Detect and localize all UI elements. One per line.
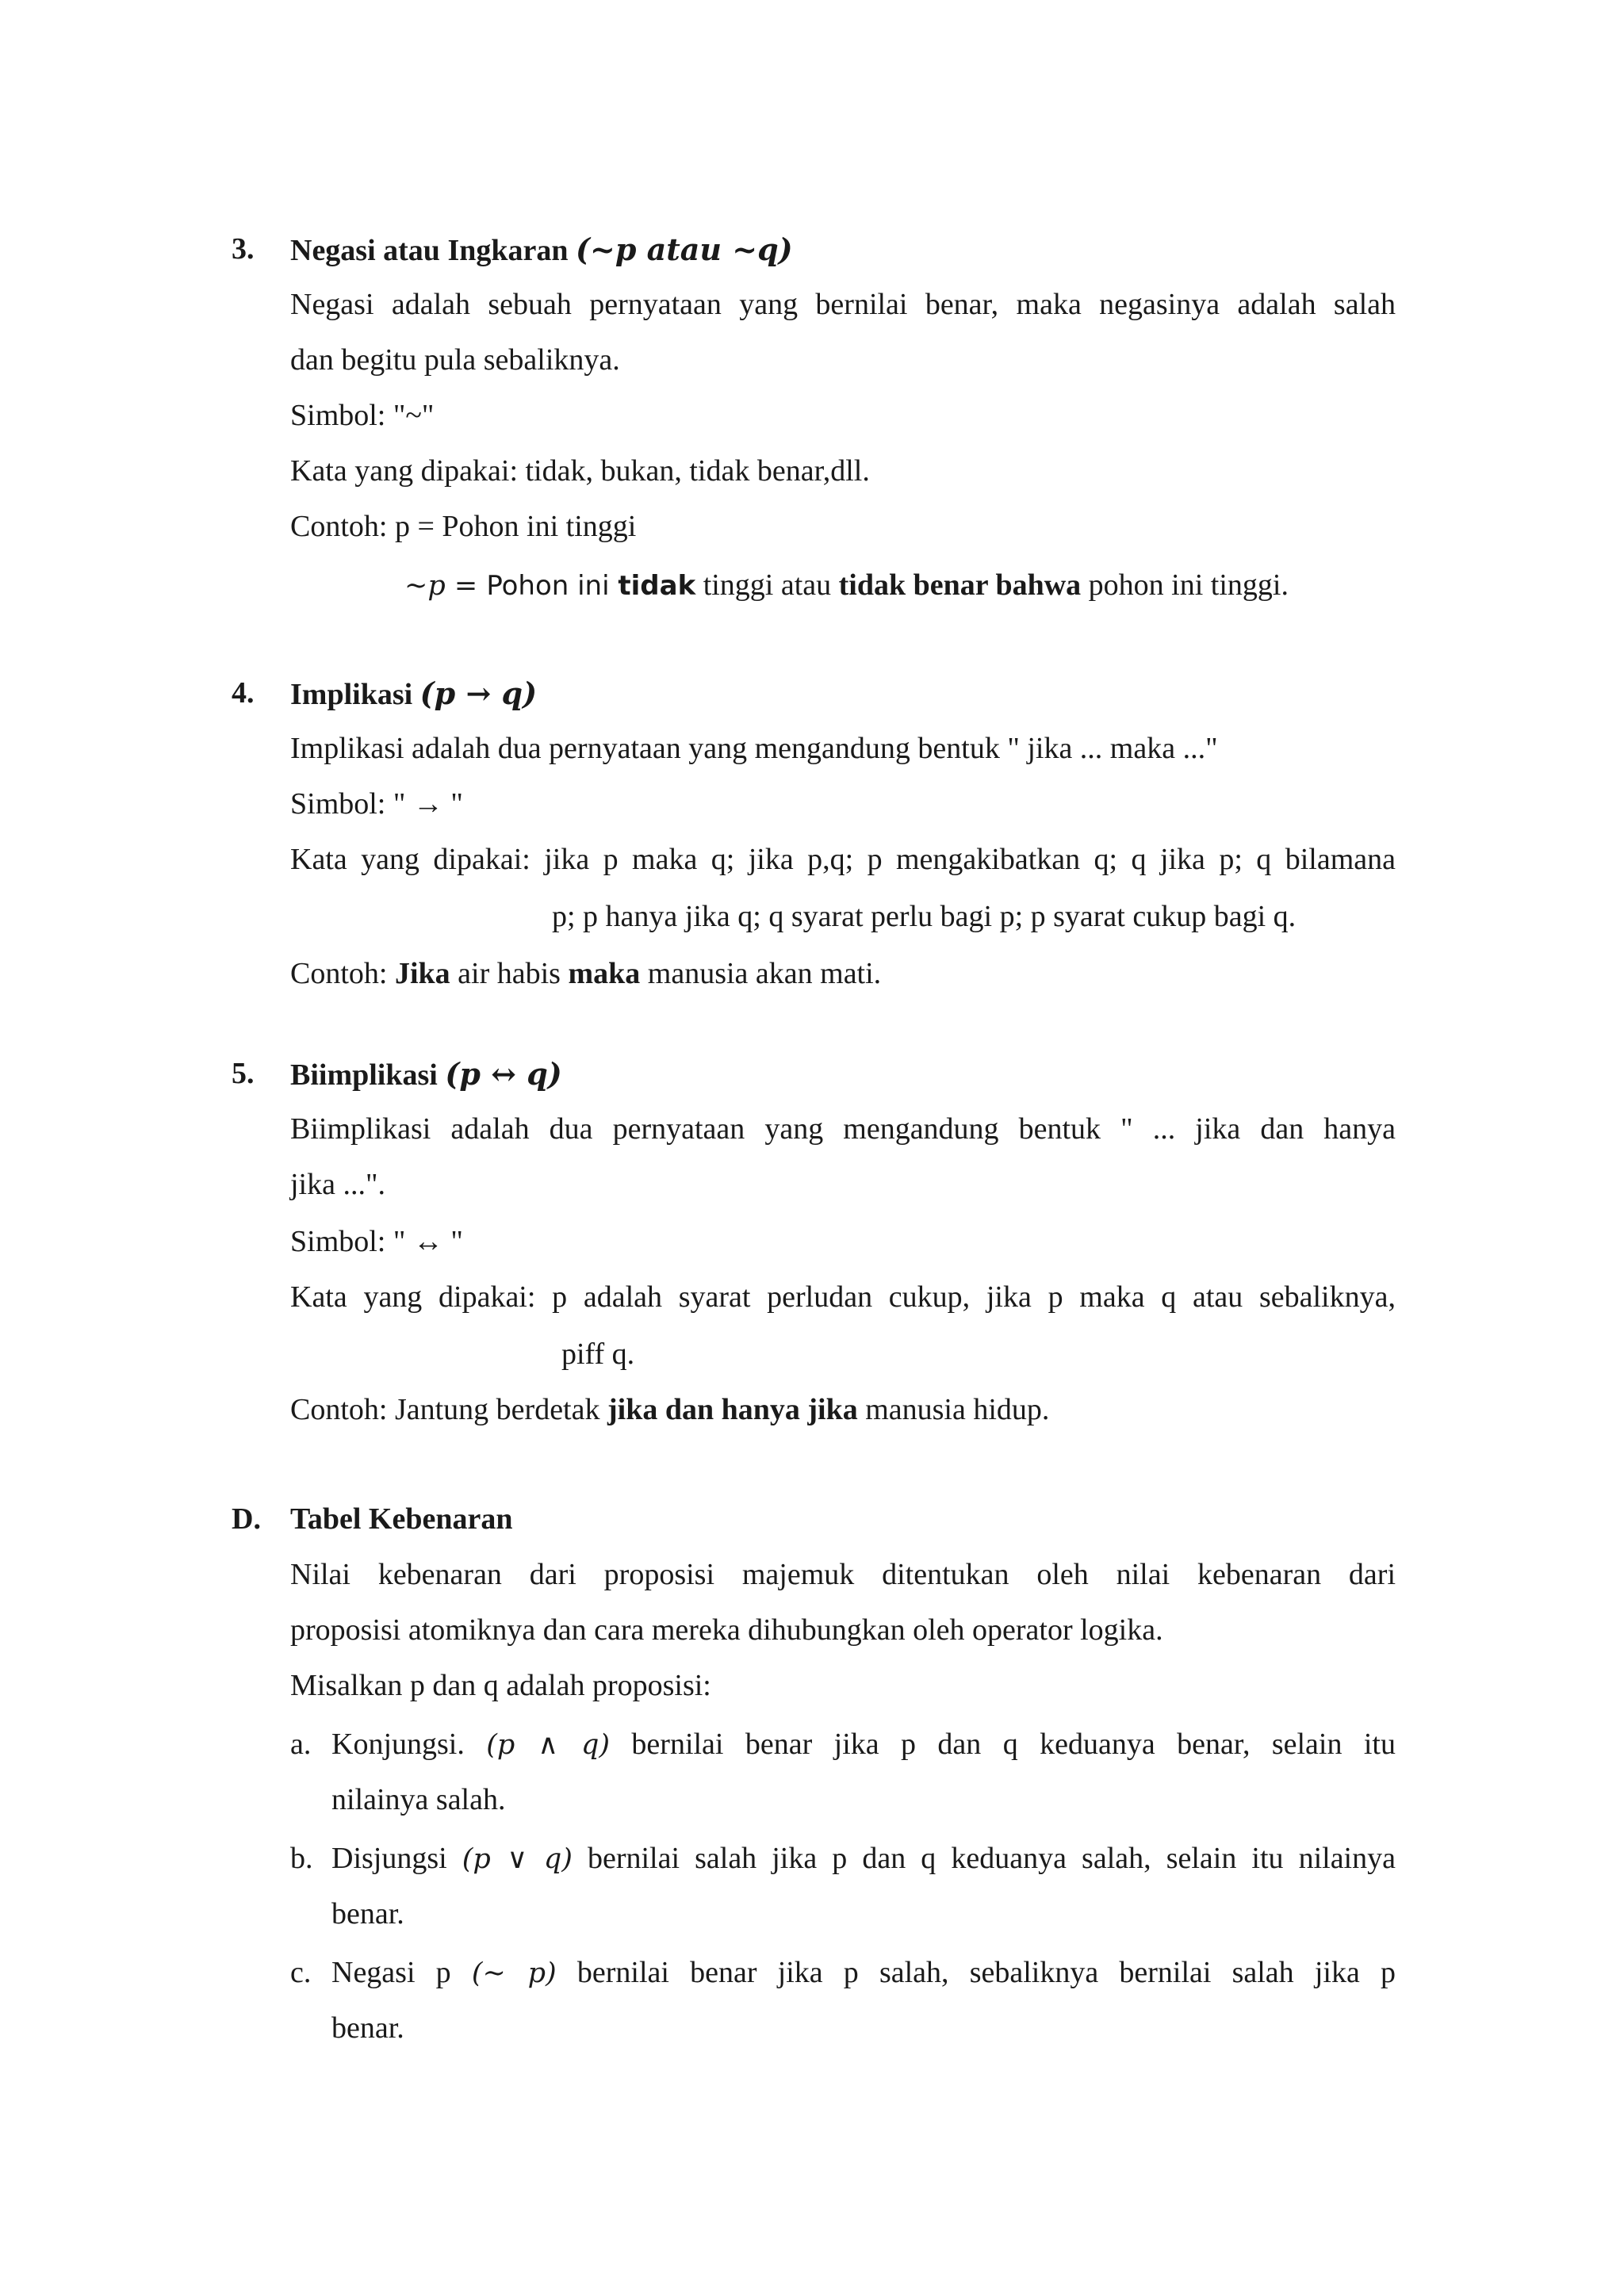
list-item-cont: nilainya salah. (331, 1783, 506, 1816)
heading-title: Negasi atau Ingkaran (290, 234, 569, 267)
conjunction-formula: (p ∧ q) (486, 1729, 611, 1761)
symbol-line: Simbol: " ↔ " (290, 1225, 463, 1258)
section-number: 4. (232, 676, 255, 710)
paragraph-line: jika ...". (290, 1168, 385, 1201)
heading-formula: (~p atau ~q) (576, 232, 793, 267)
words-line-cont: p; p hanya jika q; q syarat perlu bagi p; p syarat cukup bagi q. (552, 900, 1297, 933)
list-marker: c. (290, 1956, 312, 1989)
list-item-cont: benar. (331, 2011, 404, 2045)
heading-formula: (p → q) (419, 675, 538, 711)
list-item-cont: benar. (331, 1897, 404, 1931)
words-line: Kata yang dipakai: tidak, bukan, tidak benar,dll. (290, 454, 870, 488)
heading-title: Implikasi (290, 678, 413, 711)
example-negation-line: ~p = Pohon ini tidak tinggi atau tidak benar bahwa pohon ini tinggi. (404, 568, 1289, 602)
words-line: Kata yang dipakai: jika p maka q; jika p,q; p mengakibatkan q; q jika p; q bilamana (290, 843, 1396, 876)
heading-title: Biimplikasi (290, 1058, 438, 1092)
list-marker: b. (290, 1842, 313, 1875)
paragraph-line: Misalkan p dan q adalah proposisi: (290, 1669, 711, 1702)
symbol-line: Simbol: "~" (290, 399, 435, 432)
negation-formula: ~p = (404, 570, 487, 602)
section-number: 5. (232, 1057, 255, 1090)
example-line: Contoh: Jika air habis maka manusia akan mati. (290, 957, 882, 990)
paragraph-line: Nilai kebenaran dari proposisi majemuk ditentukan oleh nilai kebenaran dari (290, 1558, 1396, 1591)
disjunction-formula: (p ∨ q) (462, 1843, 573, 1875)
example-line: Contoh: p = Pohon ini tinggi (290, 510, 637, 543)
paragraph-line: Implikasi adalah dua pernyataan yang mengandung bentuk " jika ... maka ..." (290, 732, 1218, 765)
paragraph-line: Negasi adalah sebuah pernyataan yang bernilai benar, maka negasinya adalah salah (290, 288, 1396, 321)
words-line-cont: piff q. (561, 1337, 635, 1371)
section-number: 3. (232, 232, 255, 266)
list-marker: a. (290, 1728, 312, 1761)
paragraph-line: Biimplikasi adalah dua pernyataan yang mengandung bentuk " ... jika dan hanya (290, 1112, 1396, 1146)
example-line: Contoh: Jantung berdetak jika dan hanya jika manusia hidup. (290, 1393, 1050, 1426)
words-line: Kata yang dipakai: p adalah syarat perludan cukup, jika p maka q atau sebaliknya, (290, 1280, 1396, 1314)
symbol-line: Simbol: " → " (290, 787, 463, 821)
section-number: D. (232, 1502, 261, 1536)
list-item-text: Konjungsi. (p ∧ q) bernilai benar jika p dan q keduanya benar, selain itu (331, 1728, 1396, 1761)
section-heading (290, 232, 793, 268)
list-item-text: Negasi p (∼ p) bernilai benar jika p salah, sebaliknya bernilai salah jika p (331, 1956, 1396, 1989)
section-heading (290, 1056, 562, 1093)
paragraph-line: dan begitu pula sebaliknya. (290, 343, 620, 377)
paragraph-line: proposisi atomiknya dan cara mereka dihubungkan oleh operator logika. (290, 1613, 1163, 1647)
section-heading: Tabel Kebenaran (290, 1502, 513, 1536)
list-item-text: Disjungsi (p ∨ q) bernilai salah jika p dan q keduanya salah, selain itu nilainya (331, 1842, 1396, 1875)
negation-formula: (∼ p) (471, 1957, 557, 1989)
section-heading (290, 675, 537, 712)
heading-formula: (p ↔ q) (445, 1056, 562, 1092)
